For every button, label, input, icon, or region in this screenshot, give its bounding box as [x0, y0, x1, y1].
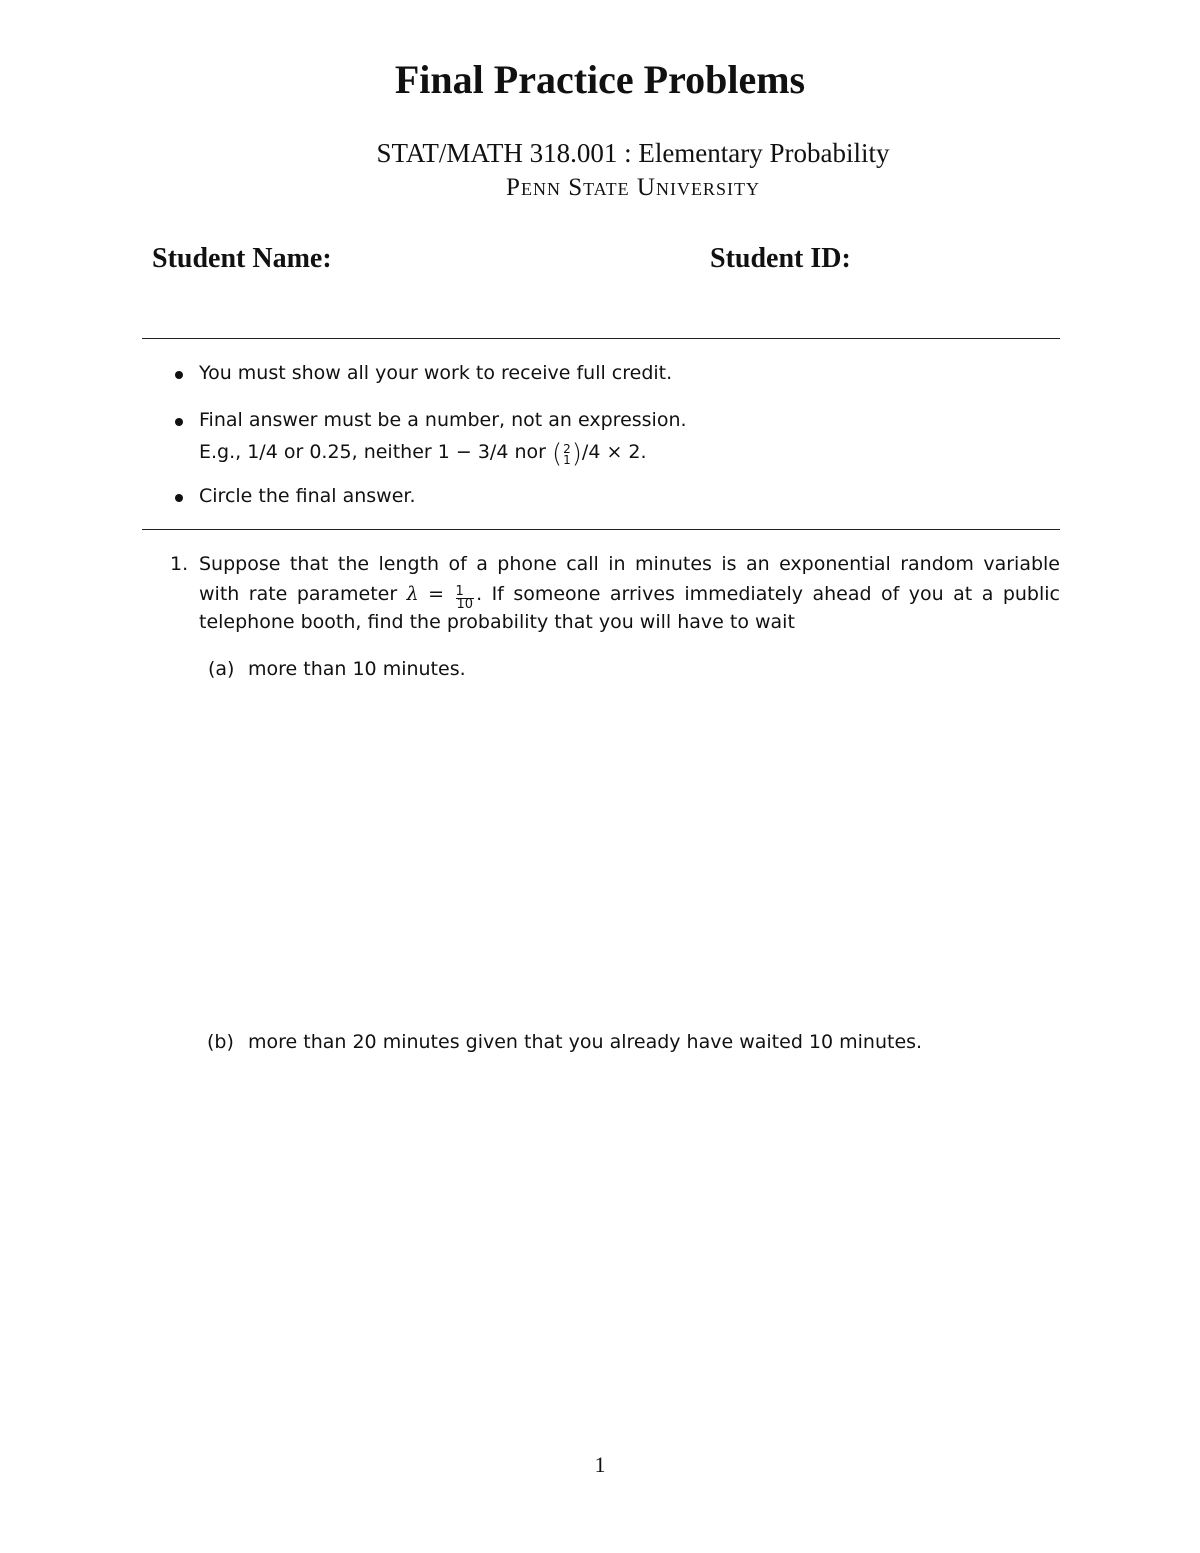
part-a-label: (a)	[208, 658, 235, 680]
problem-text-line-2	[199, 583, 1060, 611]
instruction-final-answer: Final answer must be a number, not an expression.	[199, 409, 687, 431]
bullet-icon	[175, 371, 183, 379]
problem-text-line-3: telephone booth, find the probability that you will have to wait	[199, 611, 795, 633]
part-b-text: more than 20 minutes given that you already have waited 10 minutes.	[248, 1031, 923, 1053]
bullet-icon	[175, 418, 183, 426]
instruction-show-work: You must show all your work to receive full credit.	[199, 362, 673, 384]
example-text-start: E.g., 1/4 or 0.25, neither 1 − 3/4 nor	[199, 441, 552, 463]
equals-sign: =	[418, 583, 454, 605]
student-name-label: Student Name:	[152, 243, 332, 274]
part-a-text: more than 10 minutes.	[248, 658, 466, 680]
binom-close-paren: )	[571, 439, 582, 469]
part-b-label: (b)	[207, 1031, 234, 1053]
problem-line2-start: with rate parameter	[199, 583, 407, 605]
lambda-symbol: λ	[406, 583, 419, 605]
problem-line2-end: . If someone arrives immediately ahead of you at a public	[476, 583, 1060, 605]
top-divider	[142, 338, 1060, 339]
page-number: 1	[594, 1452, 606, 1477]
example-text-end: /4 × 2.	[581, 441, 647, 463]
university-name: Penn State University	[506, 174, 760, 201]
bottom-divider	[142, 529, 1060, 530]
rate-fraction	[456, 586, 475, 611]
binomial-coefficient	[563, 444, 571, 466]
problem-number: 1.	[170, 553, 189, 575]
problem-text-line-1: Suppose that the length of a phone call in minutes is an exponential random variable	[199, 553, 1060, 575]
instruction-circle-answer: Circle the final answer.	[199, 485, 416, 507]
instruction-example	[199, 439, 647, 469]
binom-top: 2	[563, 442, 571, 456]
binom-bottom: 1	[563, 453, 571, 467]
course-name: STAT/MATH 318.001 : Elementary Probability	[376, 138, 890, 168]
fraction-denominator: 10	[456, 597, 474, 612]
student-id-label: Student ID:	[710, 243, 851, 274]
bullet-icon	[175, 494, 183, 502]
fraction-numerator: 1	[455, 584, 464, 599]
page-title: Final Practice Problems	[394, 57, 806, 102]
binom-open-paren: (	[551, 439, 563, 469]
